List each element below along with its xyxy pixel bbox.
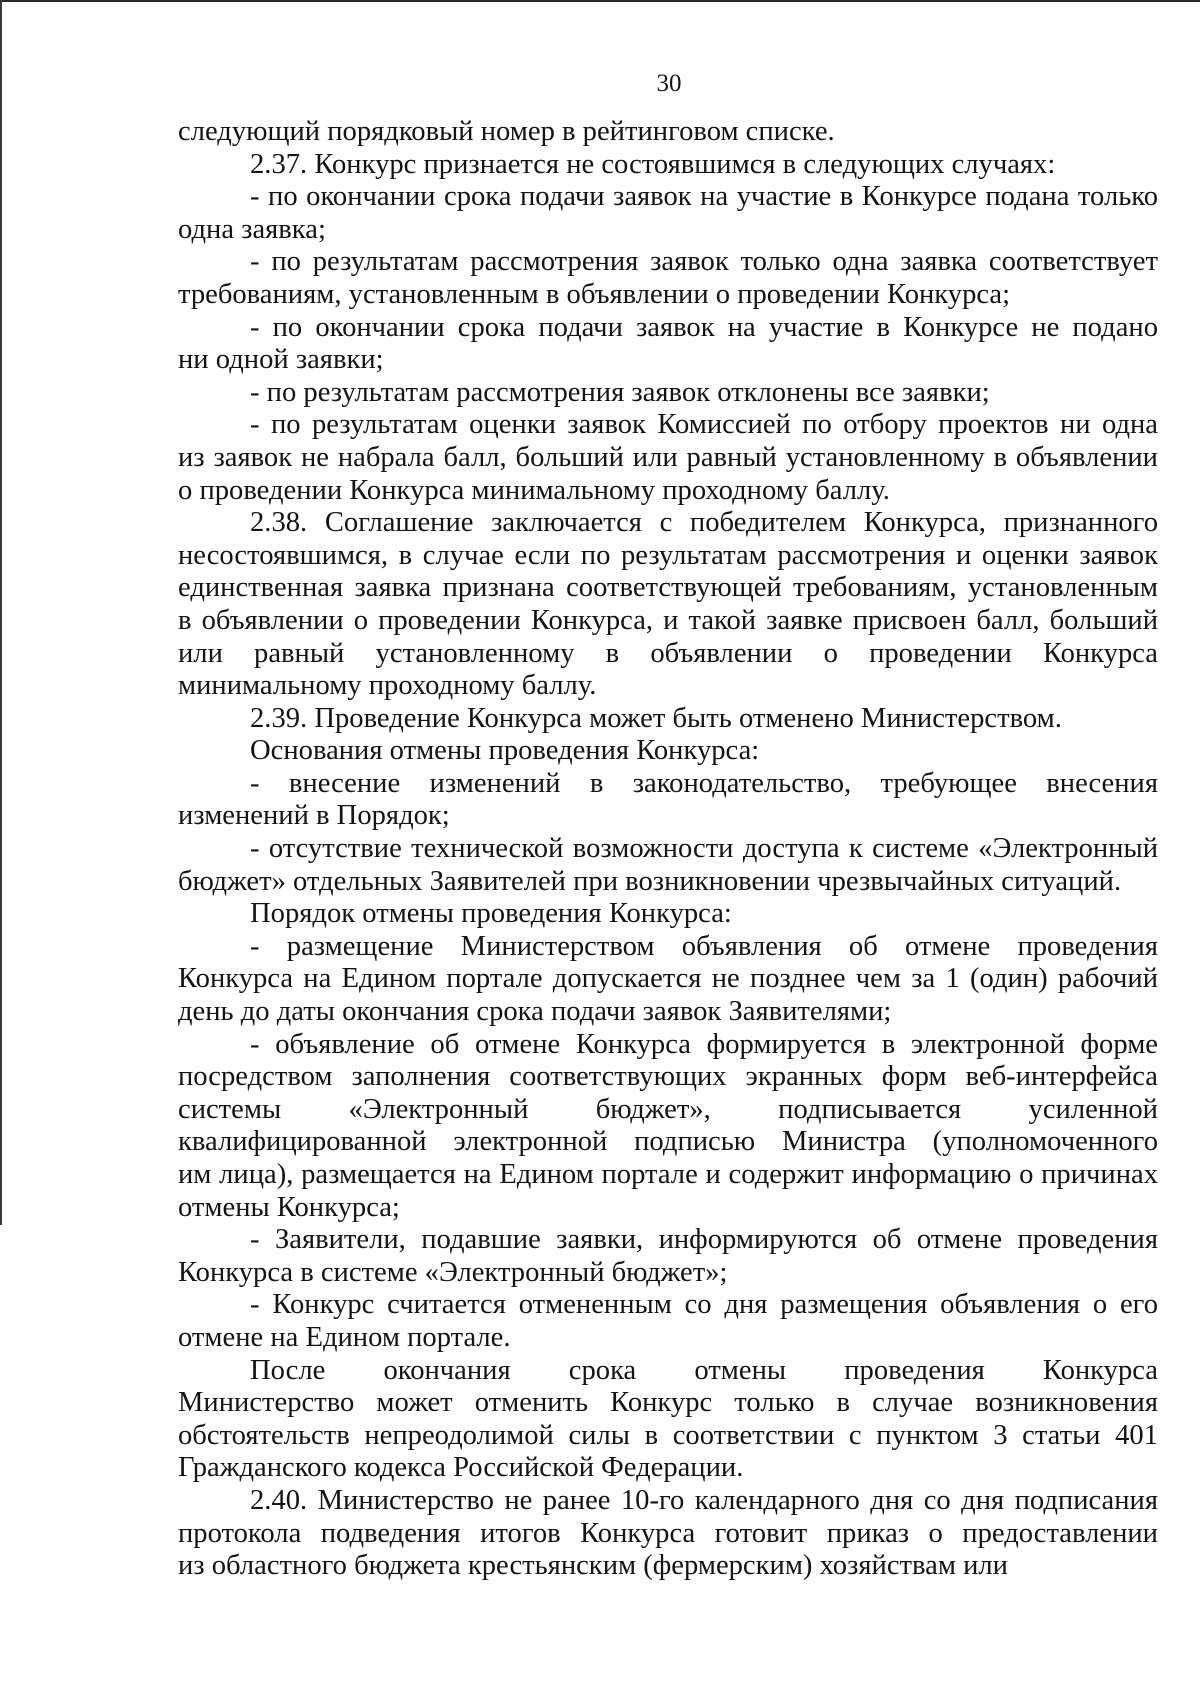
paragraph <box>178 1355 1158 1485</box>
paragraph-line: несостоявшимся, в случае если по результатам рассмотрения и оценки заявок <box>178 539 1158 571</box>
paragraph-line: из областного бюджета крестьянским (фермерским) хозяйствам или <box>178 1550 1008 1582</box>
paragraph <box>178 931 1158 1029</box>
paragraph <box>178 1224 1158 1289</box>
paragraph-line: изменений в Порядок; <box>178 800 450 832</box>
paragraph-line: 2.40. Министерство не ранее 10-го календарного дня со дня подписания <box>250 1484 1158 1516</box>
paragraph <box>178 246 1158 311</box>
paragraph <box>178 768 1158 833</box>
paragraph-line: Основания отмены проведения Конкурса: <box>250 735 760 767</box>
paragraph-line: 2.37. Конкурс признается не состоявшимся в следующих случаях: <box>250 148 1056 180</box>
paragraph-line: обстоятельств непреодолимой силы в соответствии с пунктом 3 статьи 401 <box>178 1419 1158 1451</box>
paragraph-line: день до даты окончания срока подачи заявок Заявителями; <box>178 996 892 1028</box>
paragraph-line: Конкурса в системе «Электронный бюджет»; <box>178 1256 728 1288</box>
paragraph-line: - по результатам рассмотрения заявок отклонены все заявки; <box>250 376 990 408</box>
paragraph-line: Конкурса на Едином портале допускается не позднее чем за 1 (один) рабочий <box>178 963 1158 995</box>
paragraph-line: ни одной заявки; <box>178 344 384 376</box>
paragraph <box>178 1485 1158 1583</box>
paragraph-line: или равный установленному в объявлении о проведении Конкурса <box>178 637 1158 669</box>
paragraph-line: единственная заявка признана соответствующей требованиям, установленным <box>178 572 1158 604</box>
paragraph-line: в объявлении о проведении Конкурса, и такой заявке присвоен балл, больший <box>178 604 1158 636</box>
paragraph-line: требованиям, установленным в объявлении о проведении Конкурса; <box>178 278 1011 310</box>
paragraph <box>178 116 1158 149</box>
paragraph-line: протокола подведения итогов Конкурса готовит приказ о предоставлении <box>178 1517 1158 1549</box>
paragraph-line: одна заявка; <box>178 213 326 245</box>
paragraph-line: Министерство может отменить Конкурс только в случае возникновения <box>178 1387 1158 1419</box>
paragraph-line: посредством заполнения соответствующих экранных форм веб-интерфейса <box>178 1061 1158 1093</box>
paragraph <box>178 507 1158 703</box>
paragraph-line: - объявление об отмене Конкурса формируется в электронной форме <box>250 1028 1158 1060</box>
paragraph-line: 2.39. Проведение Конкурса может быть отменено Министерством. <box>250 702 1062 734</box>
paragraph-line: 2.38. Соглашение заключается с победителем Конкурса, признанного <box>250 507 1158 539</box>
paragraph-line: отмене на Едином портале. <box>178 1321 511 1353</box>
page-number: 30 <box>656 70 682 97</box>
paragraph <box>178 735 1158 768</box>
paragraph <box>178 703 1158 736</box>
paragraph-line: - по окончании срока подачи заявок на участие в Конкурсе не подано <box>250 311 1158 343</box>
paragraph-line: следующий порядковый номер в рейтинговом списке. <box>178 116 835 147</box>
paragraph <box>178 833 1158 898</box>
paragraph-line: бюджет» отдельных Заявителей при возникновении чрезвычайных ситуаций. <box>178 865 1122 897</box>
paragraph <box>178 181 1158 246</box>
paragraph-line: - отсутствие технической возможности доступа к системе «Электронный <box>250 833 1158 865</box>
paragraph-line: - размещение Министерством объявления об отмене проведения <box>250 930 1158 962</box>
paragraph <box>178 409 1158 507</box>
paragraph <box>178 312 1158 377</box>
paragraph-line: отмены Конкурса; <box>178 1191 400 1223</box>
scan-edge-top <box>0 0 1200 2</box>
paragraph <box>178 149 1158 182</box>
paragraph-line: системы «Электронный бюджет», подписывается усиленной <box>178 1093 1158 1125</box>
paragraph-line: квалифицированной электронной подписью Министра (уполномоченного <box>178 1126 1158 1158</box>
paragraph-line: - по окончании срока подачи заявок на участие в Конкурсе подана только <box>250 181 1158 213</box>
scan-edge-left <box>0 0 2 1225</box>
paragraph <box>178 1289 1158 1354</box>
paragraph-line: - по результатам оценки заявок Комиссией по отбору проектов ни одна <box>250 409 1158 441</box>
paragraph-line: им лица), размещается на Едином портале и содержит информацию о причинах <box>178 1159 1158 1190</box>
paragraph-line: - по результатам рассмотрения заявок только одна заявка соответствует <box>250 246 1158 278</box>
paragraph-line: Гражданского кодекса Российской Федерации. <box>178 1452 744 1484</box>
paragraph <box>178 377 1158 410</box>
paragraph-line: - Конкурс считается отмененным со дня размещения объявления о его <box>250 1289 1158 1321</box>
paragraph <box>178 898 1158 931</box>
paragraph-line: - внесение изменений в законодательство, требующее внесения <box>250 767 1158 799</box>
document-body <box>178 116 1158 1583</box>
paragraph <box>178 1029 1158 1225</box>
paragraph-line: Порядок отмены проведения Конкурса: <box>250 898 732 930</box>
paragraph-line: минимальному проходному баллу. <box>178 670 597 702</box>
paragraph-line: о проведении Конкурса минимальному проходному баллу. <box>178 474 890 506</box>
paragraph-line: - Заявители, подавшие заявки, информируются об отмене проведения <box>250 1224 1158 1256</box>
paragraph-line: из заявок не набрала балл, больший или равный установленному в объявлении <box>178 441 1158 473</box>
paragraph-line: После окончания срока отмены проведения Конкурса <box>250 1354 1158 1386</box>
